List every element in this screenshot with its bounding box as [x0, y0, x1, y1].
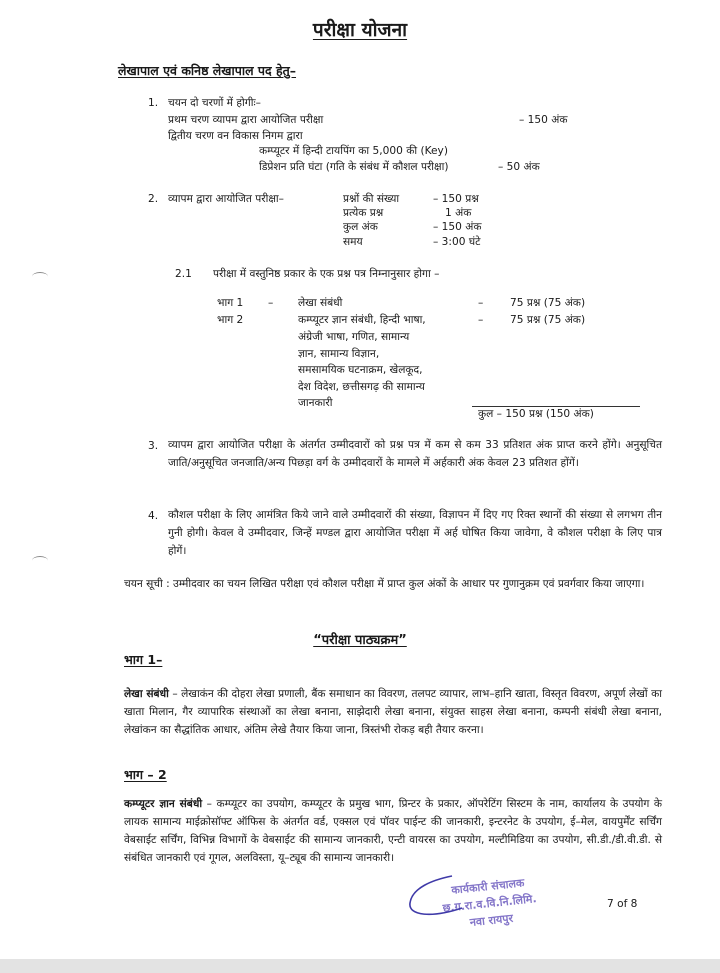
total: कुल – 150 प्रश्न (150 अंक): [478, 408, 594, 420]
stamp-line: नवा रायपुर: [469, 911, 514, 930]
item21-number: 2.1: [175, 268, 192, 280]
part2-subject-line: अंग्रेजी भाषा, गणित, सामान्य: [298, 331, 410, 343]
part1-marks: 75 प्रश्न (75 अंक): [510, 297, 586, 309]
part1-marks-dash: –: [478, 297, 484, 309]
scan-mark: [32, 556, 48, 565]
item2-row-value: – 3:00 घंटे: [433, 236, 481, 248]
part2-label: भाग 2: [217, 314, 244, 326]
part1-lead: लेखा संबंधी: [124, 688, 169, 700]
item2-row-value: – 150 अंक: [433, 221, 482, 233]
part2-subject-line: समसामयिक घटनाक्रम, खेलकूद,: [298, 364, 423, 376]
viewer-bottom-bar: [0, 959, 720, 973]
item1-intro: चयन दो चरणों में होगीः–: [168, 97, 261, 109]
part1-dash: –: [268, 297, 274, 309]
part1-heading: भाग 1–: [124, 652, 163, 667]
part2-marks: 75 प्रश्न (75 अंक): [510, 314, 586, 326]
part2-subject-line: ज्ञान, सामान्य विज्ञान,: [298, 348, 380, 360]
item1-line3: कम्प्यूटर में हिन्दी टायपिंग का 5,000 की (Key): [259, 145, 448, 157]
item1-line4: डिप्रेशन प्रति घंटा (गति के संबंध में कौशल परीक्षा): [259, 161, 449, 173]
item2-number: 2.: [148, 193, 159, 205]
item2-row-key: प्रत्येक प्रश्न: [343, 207, 384, 219]
item2-row-value: – 150 प्रश्न: [433, 193, 479, 205]
stamp-line: कार्यकारी संचालक: [450, 876, 525, 897]
part2-paragraph: [124, 795, 662, 867]
item1-line2: द्वितीय चरण वन विकास निगम द्वारा: [168, 130, 303, 142]
item2-row-key: कुल अंक: [343, 221, 378, 233]
item2-label: व्यापम द्वारा आयोजित परीक्षा–: [168, 193, 284, 205]
part2-body: – कम्प्यूटर का उपयोग, कम्प्यूटर के प्रमुख भाग, प्रिन्टर के प्रकार, ऑपरेटिंग सिस्टम के नाम, कार्यालय के उपयोग के लायक सामान्य माईक्रोसॉफ्ट ऑफिस के अंतर्गत वर्ड, एक्सल एवं पॉवर पाईन्ट की जानकारी, इन्टरनेट के उपयोग, ई–मेल, वायपुर्मेंट सर्चिंग वेबसाईट सर्चिंग, विभिन्न विभागों के वेबसाईट की सामान्य जानकारी, एन्टी वायरस का उपयोग, मल्टीमिडिया का उपयोग, सी.डी./डी.वी.डी. से संबंधित जानकारी एवं गूगल, अलविस्ता, यू–ट्यूब की सामान्य जानकारी।: [124, 798, 662, 864]
item3-text: व्यापम द्वारा आयोजित परीक्षा के अंतर्गत उम्मीदवारों को प्रश्न पत्र में कम से कम 33 प्रतिशत अंक प्राप्त करने होंगे। अनुसूचित जाति/अनुसूचित जनजाति/अन्य पिछड़ा वर्ग के उम्मीदवारों के मामले में अर्हकारी अंक केवल 23 प्रतिशत होंगें।: [168, 439, 662, 469]
item1-number: 1.: [148, 97, 159, 109]
page-number: 7 of 8: [607, 898, 638, 910]
section-heading: लेखापाल एवं कनिष्ठ लेखापाल पद हेतु–: [118, 63, 297, 78]
stamp-line: छ.ग.रा.व.वि.नि.लिमि.: [442, 892, 538, 915]
selection-list: चयन सूची : उम्मीदवार का चयन लिखित परीक्षा एवं कौशल परीक्षा में प्राप्त कुल अंकों के आधार पर गुणानुक्रम एवं प्रवर्गवार किया जाएगा।: [124, 578, 645, 590]
part2-subject-line: जानकारी: [298, 397, 333, 409]
part1-label: भाग 1: [217, 297, 244, 309]
part1-subject: लेखा संबंधी: [298, 297, 343, 309]
item21-text: परीक्षा में वस्तुनिष्ठ प्रकार के एक प्रश्न पत्र निम्नानुसार होगा –: [213, 268, 440, 280]
part2-lead: कम्प्यूटर ज्ञान संबंधी: [124, 798, 203, 810]
part2-subject-line: कम्प्यूटर ज्ञान संबंधी, हिन्दी भाषा,: [298, 314, 426, 326]
item2-row-key: समय: [343, 236, 363, 248]
item1-line1: प्रथम चरण व्यापम द्वारा आयोजित परीक्षा: [168, 114, 324, 126]
total-rule: [472, 406, 640, 407]
item1-line1-marks: – 150 अंक: [519, 114, 568, 126]
scan-mark: [32, 272, 48, 281]
syllabus-title: “परीक्षा पाठ्यक्रम”: [313, 633, 407, 648]
item2-row-value: 1 अंक: [445, 207, 472, 219]
item1-line4-marks: – 50 अंक: [498, 161, 540, 173]
part2-heading: भाग – 2: [124, 767, 167, 782]
part2-subject-line: देश विदेश, छत्तीसगढ़ की सामान्य: [298, 381, 425, 393]
item4-number: 4.: [148, 510, 159, 522]
item2-row-key: प्रश्नों की संख्या: [343, 193, 400, 205]
part1-paragraph: [124, 685, 662, 739]
page-title: परीक्षा योजना: [312, 19, 408, 41]
item3-number: 3.: [148, 440, 159, 452]
item4-text: कौशल परीक्षा के लिए आमंत्रित किये जाने वाले उम्मीदवारों की संख्या, विज्ञापन में दिए गए रिक्त स्थानों की संख्या से लगभग तीन गुनी होगी। केवल वे उम्मीदवार, जिन्हें मण्डल द्वारा आयोजित परीक्षा में अर्ह घोषित किया जावेगा, वे कौशल परीक्षा के लिए पात्र होगें।: [168, 509, 662, 557]
signature-mark: [392, 868, 472, 923]
part1-body: – लेखाकंन की दोहरा लेखा प्रणाली, बैंक समाधान का विवरण, तलपट व्यापार, लाभ–हानि खाता, विस्तृत विवरण, अपूर्ण लेखों का खाता मिलान, गैर व्यापारिक संस्थाओं का लेखा बनाना, साझेदारी लेखा बनाना, संयुक्त साहस लेखा बनाना, कम्पनी संबंधी लेखा बनाना, लेखांकन का सैद्धांतिक आधार, अंतिम लेखे तैयार किया जाना, त्रिस्तंभी रोकड़ बही तैयार करना।: [124, 688, 662, 736]
part2-marks-dash: –: [478, 314, 484, 326]
